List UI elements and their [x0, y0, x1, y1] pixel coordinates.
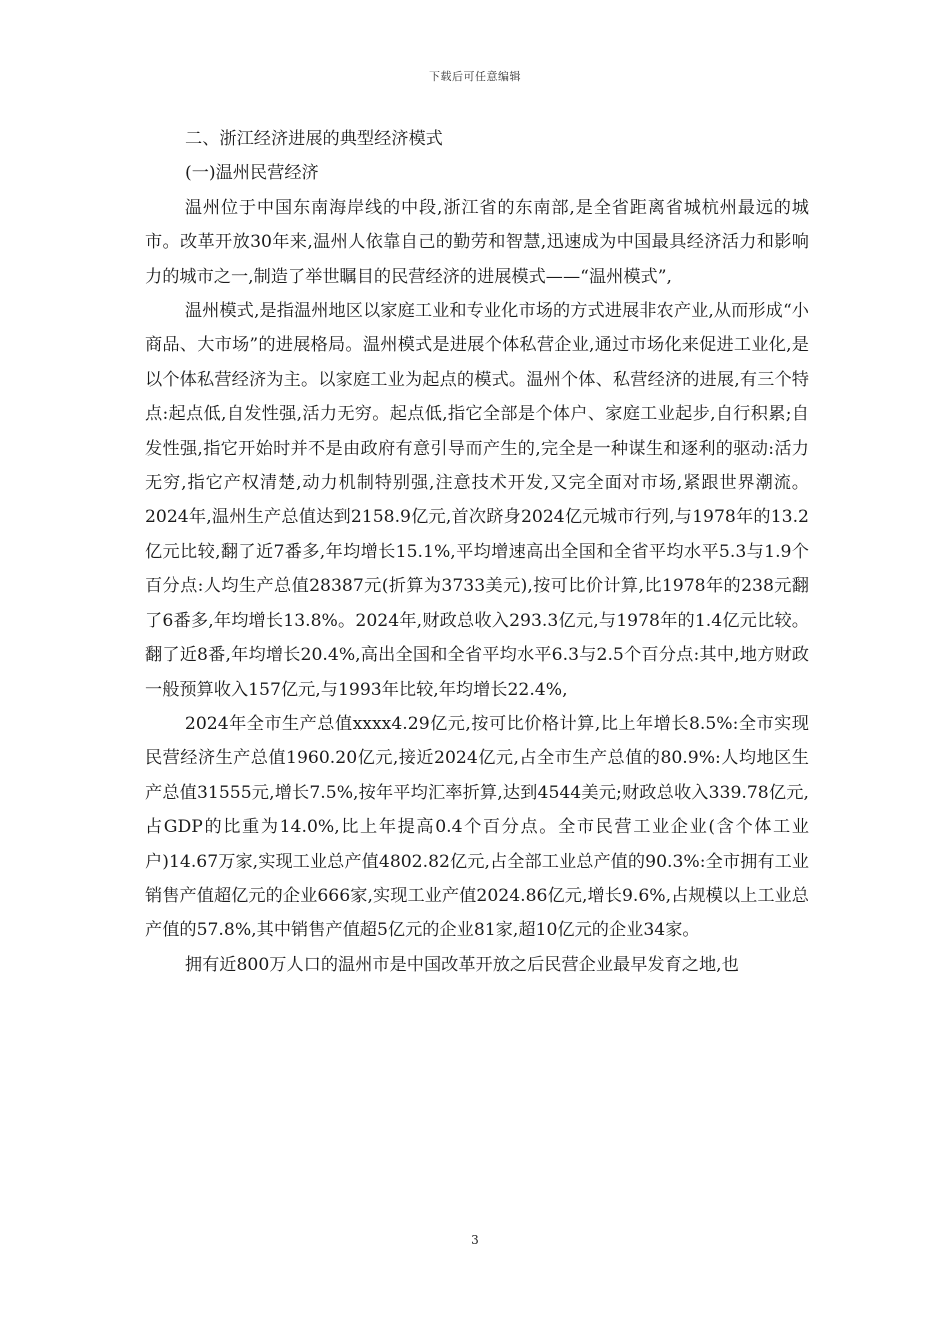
section-title: 二、浙江经济进展的典型经济模式: [185, 129, 443, 149]
section-subtitle: (一)温州民营经济: [185, 163, 319, 184]
paragraph-2024-statistics: 2024年全市生产总值xxxx4.29亿元,按可比价格计算,比上年增长8.5%:全市实现民营经济生产总值1960.20亿元,接近2024亿元,占全市生产总值的80.9%:人均地区生产总值31555元,增长7.5%,按年平均汇率折算,达到4544美元;财政总收入339.78亿元,占GDP的比重为14.0%,比上年提高0.4个百分点。全市民营工业企业(含个体工业户)14.67万家,实现工业总产值4802.82亿元,占全部工业总产值的90.3%:全市拥有工业销售产值超亿元的企业666家,实现工业产值2024.86亿元,增长9.6%,占规模以上工业总产值的57.8%,其中销售产值超5亿元的企业81家,超10亿元的企业34家。: [145, 713, 809, 941]
document-body: [145, 122, 809, 982]
page-header-note: 下载后可任意编辑: [429, 70, 521, 83]
paragraph-population: 拥有近800万人口的温州市是中国改革开放之后民营企业最早发育之地,也: [184, 954, 739, 975]
page-number: 3: [471, 1233, 479, 1247]
paragraph-intro: 温州位于中国东南海岸线的中段,浙江省的东南部,是全省距离省城杭州最远的城市。改革开放30年来,温州人依靠自己的勤劳和智慧,迅速成为中国最具经济活力和影响力的城市之一,制造了举世瞩目的民营经济的进展模式——“温州模式”,: [145, 197, 809, 287]
paragraph-wenzhou-model: 温州模式,是指温州地区以家庭工业和专业化市场的方式进展非农产业,从而形成“小商品、大市场”的进展格局。温州模式是进展个体私营企业,通过市场化来促进工业化,是以个体私营经济为主。以家庭工业为起点的模式。温州个体、私营经济的进展,有三个特点:起点低,自发性强,活力无穷。起点低,指它全部是个体户、家庭工业起步,自行积累;自发性强,指它开始时并不是由政府有意引导而产生的,完全是一种谋生和逐利的驱动:活力无穷,指它产权清楚,动力机制特别强,注意技术开发,又完全面对市场,紧跟世界潮流。2024年,温州生产总值达到2158.9亿元,首次跻身2024亿元城市行列,与1978年的13.2亿元比较,翻了近7番多,年均增长15.1%,平均增速高出全国和全省平均水平5.3与1.9个百分点:人均生产总值28387元(折算为3733美元),按可比价计算,比1978年的238元翻了6番多,年均增长13.8%。2024年,财政总收入293.3亿元,与1978年的1.4亿元比较。翻了近8番,年均增长20.4%,高出全国和全省平均水平6.3与2.5个百分点:其中,地方财政一般预算收入157亿元,与1993年比较,年均增长22.4%,: [145, 301, 809, 700]
